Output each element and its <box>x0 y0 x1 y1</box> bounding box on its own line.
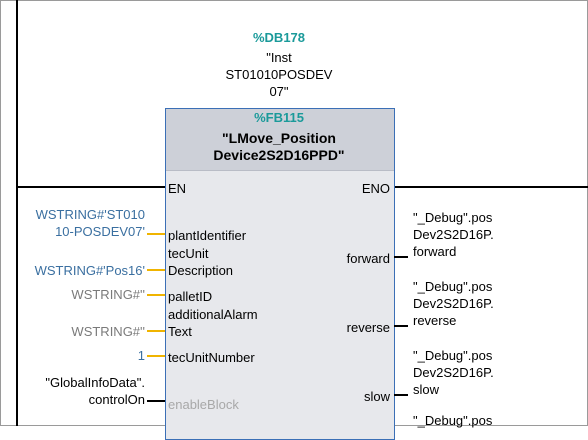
input-wire-plantidentifier <box>147 233 165 235</box>
pin-eno[interactable]: ENO <box>361 181 390 196</box>
input-additionalalarmtext-value[interactable]: WSTRING#'' <box>71 324 145 339</box>
rung-wire-out <box>394 186 588 188</box>
input-wire-tecunitdescription <box>147 269 165 271</box>
instance-db-name[interactable]: "Inst ST01010POSDEV 07" <box>225 50 333 99</box>
pin-plantidentifier[interactable]: plantIdentifier <box>168 228 247 243</box>
output-forward-value[interactable]: "_Debug".pos Dev2S2D16P. forward <box>413 210 494 259</box>
output-wire-slow <box>394 394 408 396</box>
pin-palletid[interactable]: palletID <box>168 289 213 304</box>
input-wire-palletid <box>147 294 165 296</box>
fb-name[interactable]: "LMove_Position Device2S2D16PPD" <box>213 130 345 163</box>
pin-en[interactable]: EN <box>168 181 187 196</box>
fb-number[interactable]: %FB115 <box>254 110 304 125</box>
output-partial-value[interactable]: "_Debug".pos <box>413 413 493 428</box>
pin-reverse[interactable]: reverse <box>346 320 390 335</box>
pin-enableblock[interactable]: enableBlock <box>168 397 239 412</box>
instance-db-number[interactable]: %DB178 <box>252 30 306 45</box>
pin-tecunitdescription[interactable]: tecUnit Description <box>168 246 234 278</box>
pin-tecunitnumber[interactable]: tecUnitNumber <box>168 350 255 365</box>
input-enableblock-value[interactable]: "GlobalInfoData". controlOn <box>45 375 145 407</box>
output-wire-forward <box>394 256 408 258</box>
rung-wire-in <box>18 186 166 188</box>
input-wire-additionalalarmtext <box>147 330 165 332</box>
input-tecunitnumber-value[interactable]: 1 <box>137 348 145 363</box>
output-slow-value[interactable]: "_Debug".pos Dev2S2D16P. slow <box>413 348 494 397</box>
output-wire-reverse <box>394 325 408 327</box>
input-wire-enableblock <box>147 400 165 402</box>
input-tecunitdescription-value[interactable]: WSTRING#'Pos16' <box>34 263 145 278</box>
input-wire-tecunitnumber <box>147 355 165 357</box>
output-reverse-value[interactable]: "_Debug".pos Dev2S2D16P. reverse <box>413 279 494 328</box>
input-palletid-value[interactable]: WSTRING#'' <box>71 287 145 302</box>
pin-forward[interactable]: forward <box>346 251 390 266</box>
input-plantidentifier-value[interactable]: WSTRING#'ST010 10-POSDEV07' <box>35 207 145 239</box>
pin-additionalalarmtext[interactable]: additionalAlarm Text <box>168 307 258 339</box>
pin-slow[interactable]: slow <box>363 389 390 404</box>
